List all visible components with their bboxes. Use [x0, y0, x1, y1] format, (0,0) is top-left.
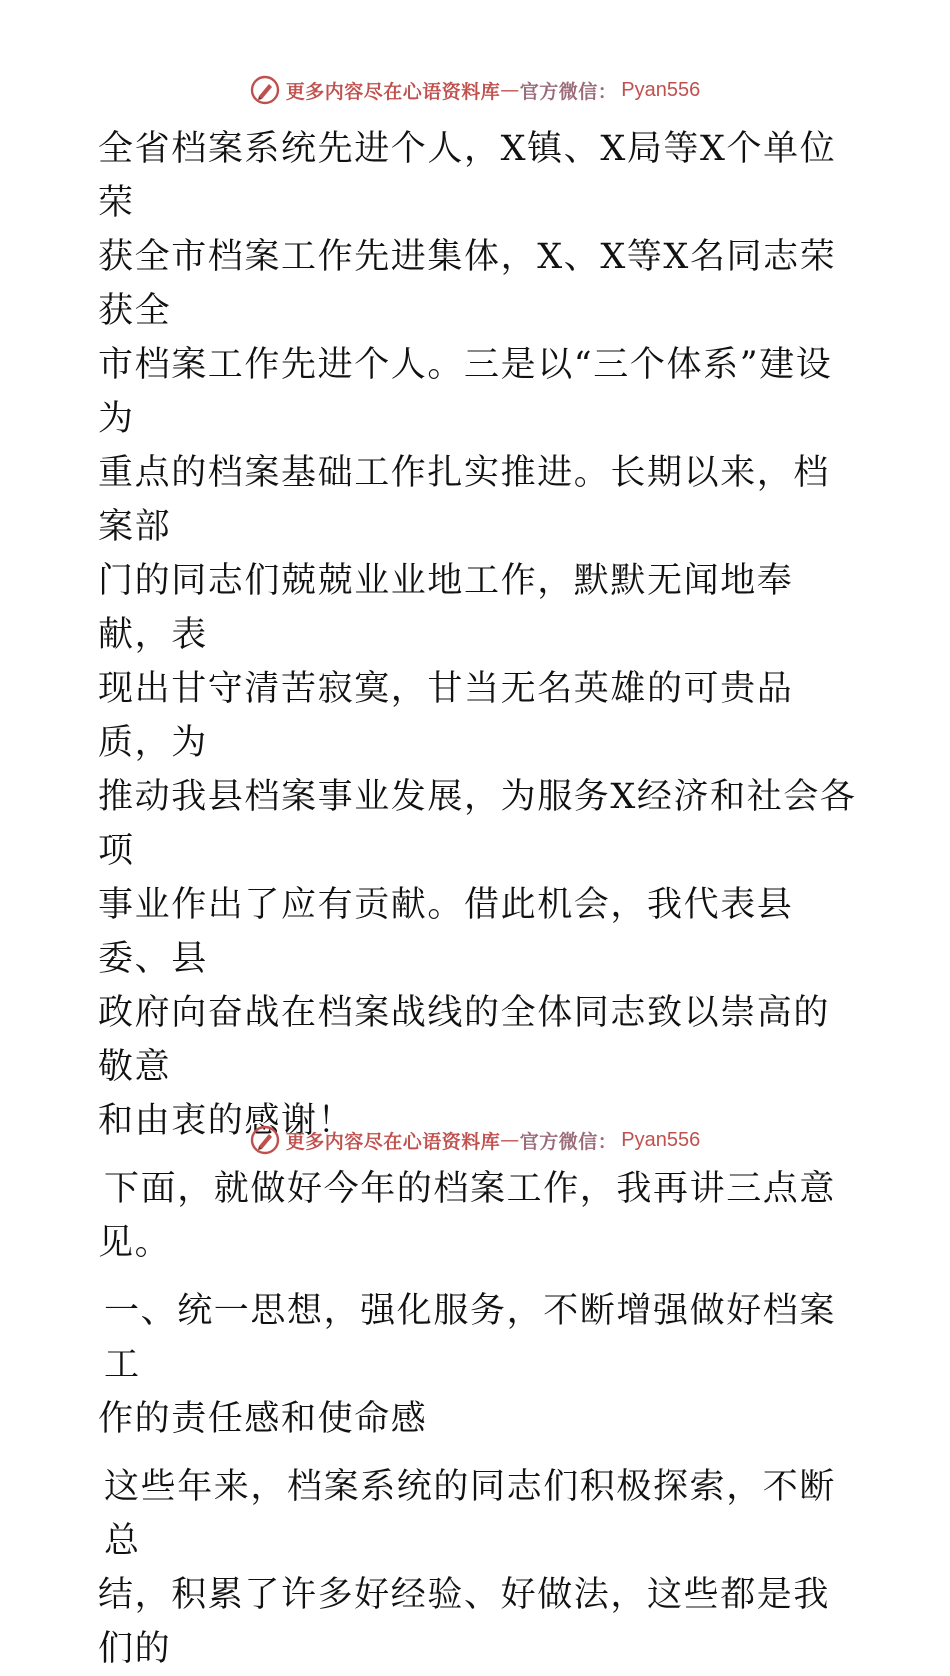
text-line: 重点的档案基础工作扎实推进。长期以来，档案部 [98, 453, 831, 547]
paragraph-1 [98, 122, 858, 1148]
watermark-title: 更多内容尽在心语资料库 [285, 1130, 501, 1153]
watermark-dash: — [500, 1129, 520, 1151]
text-line: 见。 [98, 1223, 172, 1263]
header-watermark [0, 68, 950, 112]
section-heading-1 [98, 1284, 858, 1446]
paragraph-2 [98, 1162, 858, 1270]
watermark-dash: — [500, 79, 520, 101]
text-line: 和由衷的感谢！ [98, 1101, 355, 1141]
text-line: 全省档案系统先进个人，X镇、X局等X个单位荣 [98, 129, 837, 223]
text-line: 现出甘守清苦寂寞，甘当无名英雄的可贵品质，为 [98, 669, 794, 763]
paragraph-spacer [98, 1270, 858, 1284]
watermark-subtitle: 官方微信： [519, 1130, 618, 1153]
text-line: 结，积累了许多好经验、好做法，这些都是我们的 [98, 1575, 831, 1669]
pen-logo-icon [250, 75, 280, 105]
text-line: 这些年来，档案系统的同志们积极探索，不断总 [104, 1467, 837, 1561]
text-line: 事业作出了应有贡献。借此机会，我代表县委、县 [98, 885, 794, 979]
paragraph-3 [98, 1460, 858, 1676]
watermark-wechat-id: Pyan556 [621, 1128, 701, 1151]
watermark-wechat-id: Pyan556 [621, 78, 701, 101]
footer-watermark [0, 1118, 950, 1162]
text-line: 获全市档案工作先进集体，X、X等X名同志荣获全 [98, 237, 837, 331]
text-line: 推动我县档案事业发展，为服务X经济和社会各项 [98, 777, 857, 871]
paragraph-spacer [98, 1446, 858, 1460]
text-line: 市档案工作先进个人。三是以“三个体系”建设为 [98, 345, 833, 439]
watermark-subtitle: 官方微信： [519, 80, 618, 103]
watermark-title: 更多内容尽在心语资料库 [285, 80, 501, 103]
text-line: 门的同志们兢兢业业地工作，默默无闻地奉献，表 [98, 561, 794, 655]
heading-line: 一、统一思想，强化服务，不断增强做好档案工 [104, 1291, 837, 1385]
text-line: 下面，就做好今年的档案工作，我再讲三点意 [104, 1169, 837, 1209]
document-body [98, 122, 858, 1676]
text-line: 政府向奋战在档案战线的全体同志致以崇高的敬意 [98, 993, 831, 1087]
heading-line: 作的责任感和使命感 [98, 1399, 428, 1439]
pen-logo-icon [250, 1125, 280, 1155]
